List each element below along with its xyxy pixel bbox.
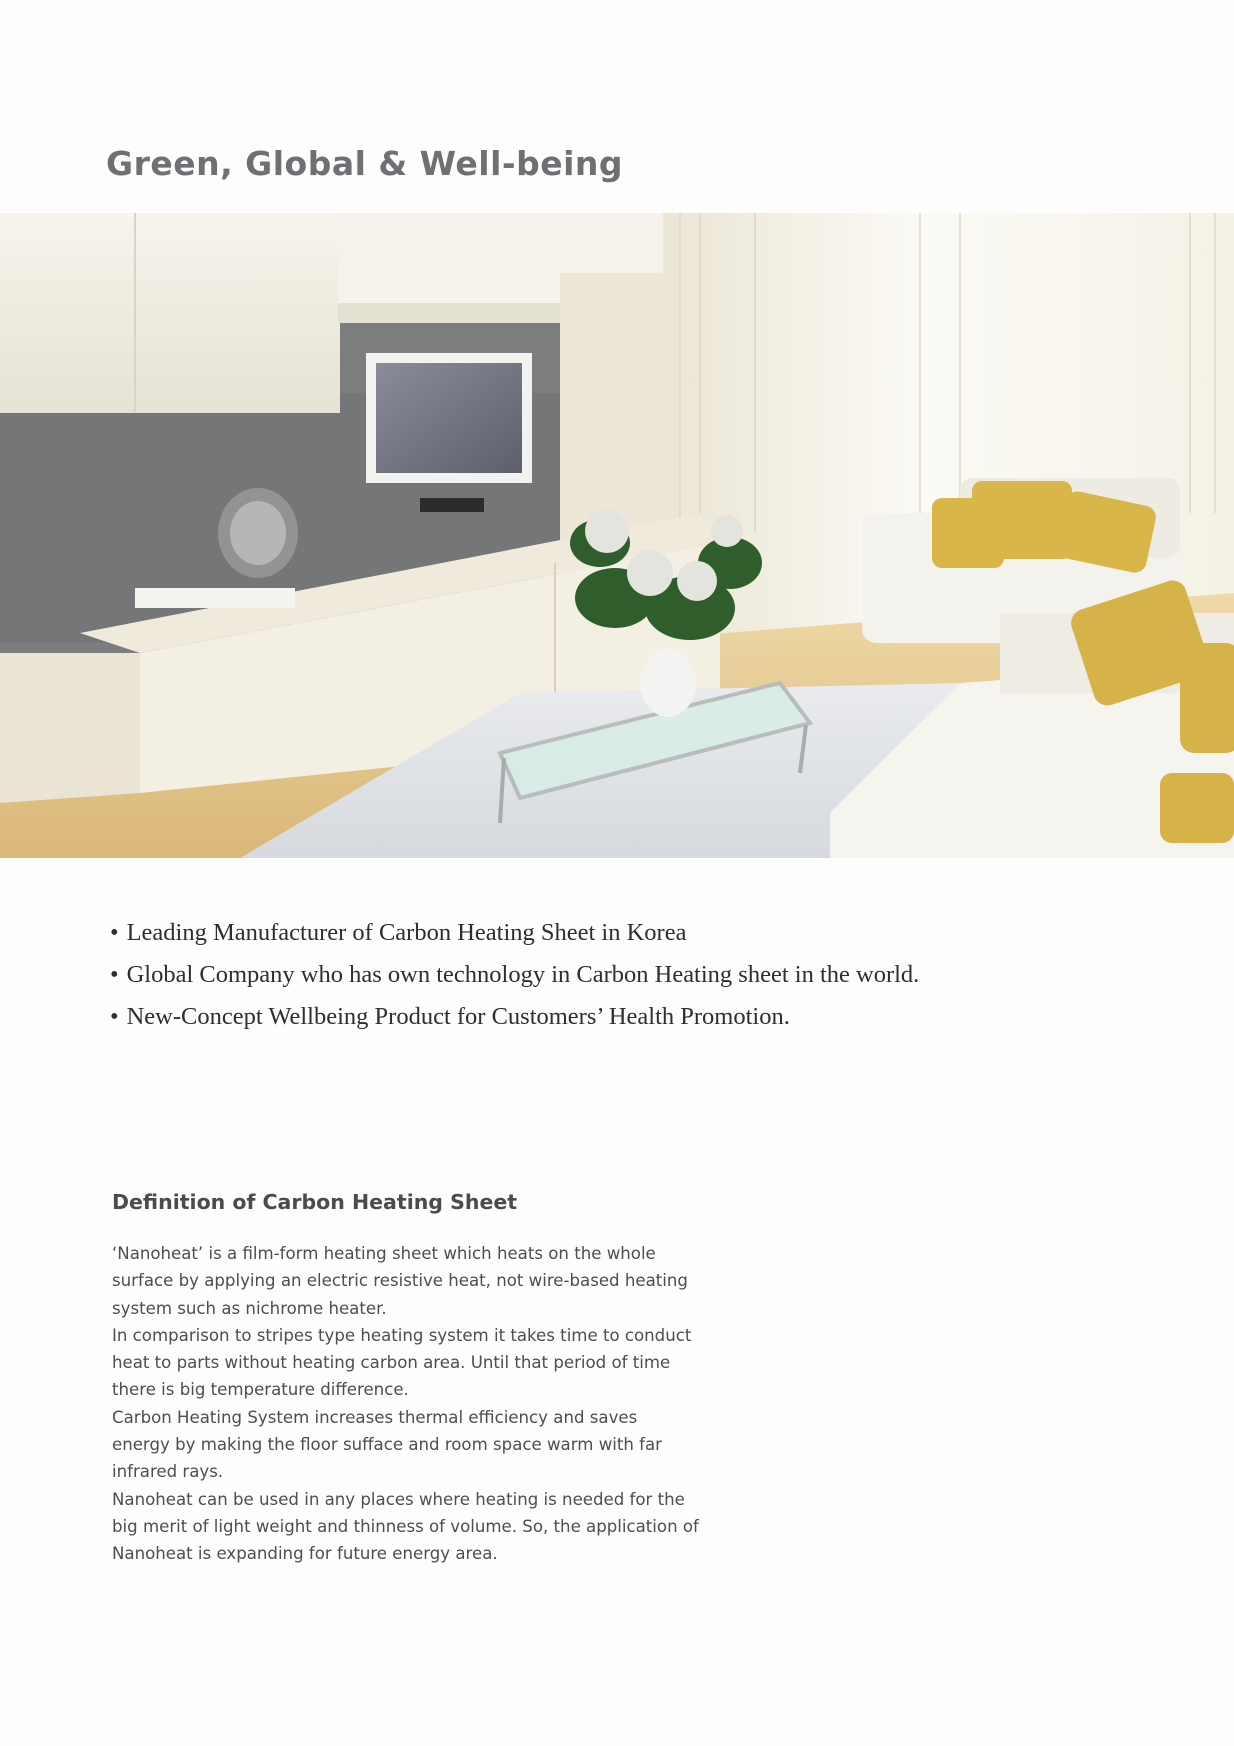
- list-item: • Leading Manufacturer of Carbon Heating Sheet in Korea: [110, 919, 687, 946]
- text-line: Nanoheat is expanding for future energy area.: [112, 1544, 498, 1564]
- list-item: • New-Concept Wellbeing Product for Customers’ Health Promotion.: [110, 1003, 790, 1030]
- text-line: big merit of light weight and thinness of volume. So, the application of: [112, 1516, 699, 1536]
- text-line: surface by applying an electric resistive heat, not wire-based heating: [112, 1271, 688, 1291]
- text-line: Carbon Heating System increases thermal efficiency and saves: [112, 1407, 638, 1427]
- text-line: there is big temperature difference.: [112, 1380, 409, 1400]
- text-line: Nanoheat can be used in any places where heating is needed for the: [112, 1489, 685, 1509]
- text-line: energy by making the floor sufface and room space warm with far: [112, 1435, 662, 1455]
- section-heading: Definition of Carbon Heating Sheet: [112, 1190, 518, 1214]
- text-line: system such as nichrome heater.: [112, 1298, 387, 1318]
- text-line: infrared rays.: [112, 1462, 224, 1482]
- text-line: In comparison to stripes type heating system it takes time to conduct: [112, 1325, 692, 1345]
- living-room-photo: [0, 213, 1234, 858]
- page-title: Green, Global & Well-being: [106, 144, 624, 183]
- text-line: heat to parts without heating carbon area. Until that period of time: [112, 1353, 671, 1373]
- highlights-list: [110, 912, 1010, 1038]
- list-item: • Global Company who has own technology in Carbon Heating sheet in the world.: [110, 961, 920, 988]
- definition-paragraph: [112, 1240, 712, 1568]
- text-line: ‘Nanoheat’ is a film-form heating sheet which heats on the whole: [112, 1244, 656, 1263]
